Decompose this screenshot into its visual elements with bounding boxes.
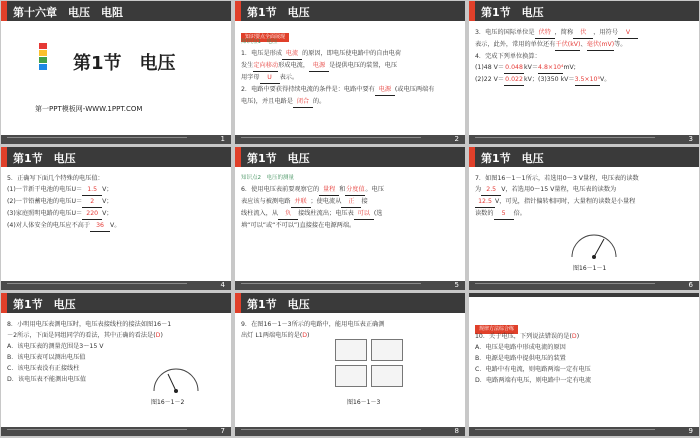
slide-header [469, 1, 699, 21]
slide-top-bar [469, 293, 699, 297]
knowledge-point: 知识点2 电压的测量 [241, 175, 294, 181]
slide-header [1, 293, 231, 313]
circuit-option-d[interactable] [371, 365, 403, 387]
slide-header [235, 293, 465, 313]
slide-footer [235, 135, 465, 144]
slide-body: 3．电压的国际单位是 伏特 ，简称 伏 ，用符号 V 表示，此外，常用的单位还有千伏(kV)、毫伏(mV)等。 4．完成下列单位换算： (1)48 V＝0.048kV＝4.8×10⁴mV; (2)22 V＝0.022kV；(3)350 kV＝3.5×10⁵V。 [475, 27, 693, 86]
knowledge-point: 知识点1 电压 [241, 39, 278, 45]
slide-footer [469, 281, 699, 290]
slide-title: 第1节 电压 [247, 6, 310, 19]
slide-body: 7．如图16－1－1所示，若选用0～3 V量程，电压表的读数 为 2.5 V，若选用0～15 V量程，电压表的读数为 12.5 V，可见，指针偏转相同时，大量程的读数是小量程 读数的 5 倍。 [475, 173, 693, 220]
slide-body: 知识点1 电压 1．电压是形成 电流 的原因，即电压使电路中的自由电荷 发生定向移动形成电流， 电源 是提供电压的装置，电压 用字母 U 表示。 2．电路中要获得持续电流的条件是：电路中要有 电源 (或电压两端有 电压)，并且电路是 闭合 的。 [241, 37, 459, 108]
slide-number: 8 [454, 427, 459, 435]
logo-icon [39, 43, 47, 69]
slide-body: 9．在图16－1－3所示的电路中，能用电压表正确测 出灯 L1两端电压的是(D) [241, 321, 385, 339]
slide-number: 2 [454, 135, 459, 143]
slide-title: 第1节 电压 [247, 298, 310, 311]
slide-footer [1, 427, 231, 436]
slide-footer [1, 281, 231, 290]
section-tag: 知识要点全面展现 [241, 23, 289, 42]
slide-body: 8．小明用电压表测电压时，电压表接线柱的接法如图16－1 －2所示，下面是同组同学的看法，其中正确的看法是(D) A．该电压表的测量范围是3～15 V B．该电压表可以测出电压值 C．该电压表没有正接线柱 D．该电压表不能测出电压值 [7, 321, 172, 383]
slide-footer [469, 135, 699, 144]
slide-title: 第1节 电压 [481, 152, 544, 165]
slide-6[interactable] [469, 147, 699, 290]
slide-body: 5．正确写下面几个特殊的电压值： (1)一节新干电池的电压U＝ 1.5 V； (2)一节铅蓄电池的电压U＝ 2 V； (3)家庭照明电路的电压U＝ 220 V； (4)对人体安全的电压应不高于 36 V。 [7, 173, 225, 232]
slide-number: 6 [688, 281, 693, 289]
slide-title: 第1节 电压 [247, 152, 310, 165]
slide-number: 3 [688, 135, 693, 143]
slide-7[interactable] [1, 293, 231, 436]
slide-footer [235, 281, 465, 290]
slide-4[interactable] [1, 147, 231, 290]
slide-3[interactable] [469, 1, 699, 144]
slide-footer [1, 135, 231, 144]
slide-header [469, 147, 699, 167]
slide-title: 第1节 电压 [13, 298, 76, 311]
figure-caption: 图16－1－1 [573, 265, 607, 272]
slide-title: 第1节 电压 [481, 6, 544, 19]
chapter-title: 第十六章 电压 电阻 [13, 6, 123, 19]
slide-footer [235, 427, 465, 436]
section-title: 第1节 电压 [73, 53, 176, 74]
slide-header [1, 1, 231, 21]
slide-number: 7 [220, 427, 225, 435]
slide-2[interactable] [235, 1, 465, 144]
voltmeter-dial-figure [564, 231, 624, 261]
slide-number: 1 [220, 135, 225, 143]
slide-header [1, 147, 231, 167]
circuit-option-c[interactable] [335, 365, 367, 387]
slide-body: 知识点2 电压的测量 6．使用电压表前要观察它的 量程 和分度值。电压 表应该与被测电路 并联 ；使电流从 正 接 线柱流入，从 负 接线柱流出；电压表 可以 (选 填“可以”或“不可以”)直接接在电源两端。 [241, 173, 459, 231]
figure-caption: 图16－1－3 [347, 399, 381, 406]
slide-title: 第1节 电压 [13, 152, 76, 165]
template-tagline: 第一PPT模板网-WWW.1PPT.COM [35, 105, 143, 113]
figure-caption: 图16－1－2 [151, 399, 185, 406]
slide-footer [469, 427, 699, 436]
slide-1[interactable] [1, 1, 231, 144]
slide-8[interactable] [235, 293, 465, 436]
slide-number: 9 [688, 427, 693, 435]
slide-body: 10．关于电压，下列说法错误的是(D) A．电压是电路中形成电流的原因 B．电源是电路中提供电压的装置 C．电路中有电流，则电路两端一定有电压 D．电路两端有电压，则电路中一定有电流 [475, 333, 592, 384]
slide-number: 4 [220, 281, 225, 289]
section-tag: 规律方法综合练 [475, 315, 518, 334]
slide-number: 5 [454, 281, 459, 289]
voltmeter-terminal-figure [146, 365, 206, 395]
circuit-option-a[interactable] [335, 339, 367, 361]
slide-5[interactable] [235, 147, 465, 290]
circuit-option-b[interactable] [371, 339, 403, 361]
slide-header [235, 1, 465, 21]
slide-header [235, 147, 465, 167]
slide-9[interactable] [469, 293, 699, 436]
